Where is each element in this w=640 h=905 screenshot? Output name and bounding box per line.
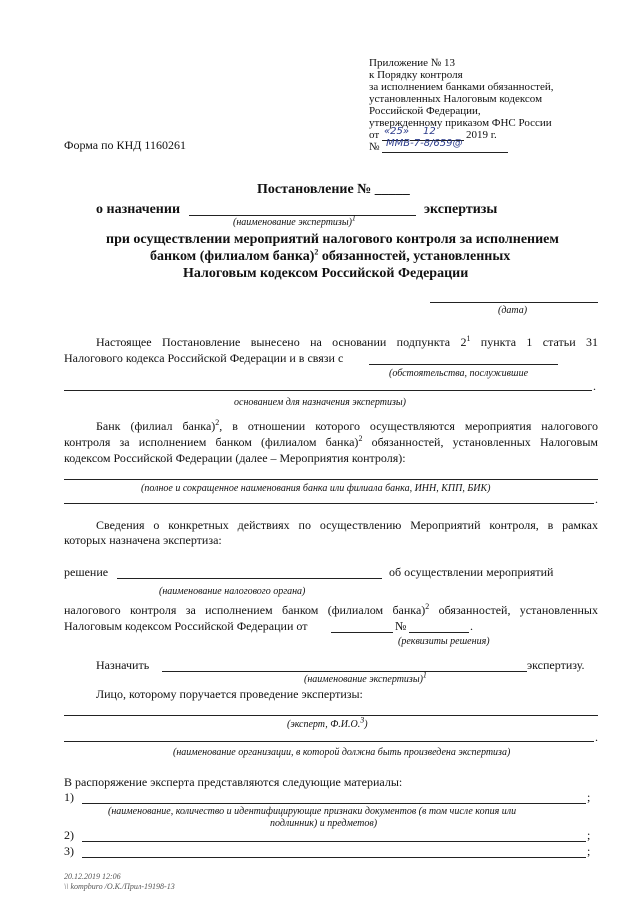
basis-hint-2: основанием для назначения экспертизы) <box>234 397 406 408</box>
title-line-3: при осуществлении мероприятий налогового контроля за исполнением <box>106 232 559 247</box>
decision-date-line[interactable] <box>331 632 393 633</box>
decision-hint-2: (реквизиты решения) <box>398 636 490 647</box>
basis-1a: Настоящее Постановление вынесено на основании подпункта 2 <box>96 335 467 349</box>
appendix-num-prefix: № <box>369 141 380 153</box>
assign-person: Лицо, которому поручается проведение экспертизы: <box>96 687 363 701</box>
org-hint: (наименование организации, в которой должна быть произведена экспертиза) <box>173 747 511 758</box>
expert-name-line[interactable] <box>64 715 598 716</box>
bank-2a: контроля за исполнением банком (филиалом банка) <box>64 435 359 449</box>
appendix-line-6: утвержденному приказом ФНС России <box>369 117 552 129</box>
title-line-4a: банком (филиалом банка) <box>150 249 315 264</box>
appendix-line-5: Российской Федерации, <box>369 105 481 117</box>
num-line <box>382 152 508 153</box>
material-line-3[interactable] <box>82 857 586 858</box>
material-line-2[interactable] <box>82 841 586 842</box>
expertise-hint <box>233 213 356 228</box>
expertise-hint-sup: 1 <box>351 213 356 223</box>
bank-1b: , в отношении которого осуществляются мероприятия налогового <box>219 419 598 433</box>
bank-hint: (полное и сокращенное наименования банка или филиала банка, ИНН, КПП, БИК) <box>141 483 491 494</box>
expert-hint-end: ) <box>364 719 368 730</box>
title-line-5: Налоговым кодексом Российской Федерации <box>183 266 469 281</box>
decision-number-line[interactable] <box>409 632 469 633</box>
bank-2b: обязанностей, установленных Налоговым <box>362 435 599 449</box>
bank-name-line-2[interactable] <box>64 503 594 504</box>
bank-name-line[interactable] <box>64 479 598 480</box>
expert-hint-text: (эксперт, Ф.И.О. <box>287 719 361 730</box>
bank-1a: Банк (филиал банка) <box>96 419 216 433</box>
expertise-hint-text: (наименование экспертизы) <box>233 217 352 228</box>
appendix-date-day: «25» <box>384 126 410 137</box>
appendix-date-prefix: от <box>369 129 380 141</box>
expert-hint-sup: 3 <box>360 715 365 725</box>
decision-line-2 <box>64 604 598 617</box>
basis-1b: пункта 1 статьи 31 <box>470 335 598 349</box>
org-name-line[interactable] <box>64 741 594 742</box>
date-hint: (дата) <box>498 305 528 316</box>
materials-heading: В распоряжение эксперта представляются следующие материалы: <box>64 775 403 789</box>
title-line-4 <box>150 249 510 265</box>
decision-dot: . <box>470 619 473 633</box>
basis-dot: . <box>593 379 596 393</box>
info-line-1: Сведения о конкретных действиях по осуществлению Мероприятий контроля, в рамках <box>96 518 598 532</box>
appendix-line-2: к Порядку контроля <box>369 69 463 81</box>
decision-line-3: Налоговым кодексом Российской Федерации от <box>64 619 308 633</box>
appendix-line-1: Приложение № 13 <box>369 57 456 69</box>
decision-2a: налогового контроля за исполнением банком (филиалом банка) <box>64 603 426 617</box>
expert-hint <box>287 715 368 730</box>
materials-hint-1: (наименование, количество и идентифицирующие признаки документов (в том числе копия или <box>108 806 517 817</box>
material-item-3: 3) <box>64 844 74 858</box>
assign-label: Назначить <box>96 658 150 672</box>
basis-hint-1: (обстоятельства, послужившие <box>389 368 529 379</box>
bank-line-1 <box>96 420 598 433</box>
form-code: Форма по КНД 1160261 <box>64 138 186 152</box>
title-appoint-label: о назначении <box>96 202 181 217</box>
material-semi-3: ; <box>587 844 591 858</box>
basis-line-2: Налогового кодекса Российской Федерации и в связи с <box>64 351 344 365</box>
material-semi-2: ; <box>587 828 591 842</box>
bank-line-3: кодексом Российской Федерации (далее – Мероприятия контроля): <box>64 451 406 465</box>
material-line-1[interactable] <box>82 803 586 804</box>
decision-2b: обязанностей, установленных <box>429 603 598 617</box>
assign-hint <box>304 670 427 685</box>
footer-path: \\ kompburo /О.К./Прил-19198-13 <box>64 882 175 891</box>
expertise-name-line[interactable] <box>189 215 416 216</box>
bank-dot: . <box>595 492 598 506</box>
decision-hint: (наименование налогового органа) <box>159 586 306 597</box>
material-item-1: 1) <box>64 790 74 804</box>
assign-right: экспертизу. <box>527 658 585 672</box>
assign-expertise-line[interactable] <box>162 671 527 672</box>
material-item-2: 2) <box>64 828 74 842</box>
basis-sup: 1 <box>466 334 471 343</box>
basis-full-line[interactable] <box>64 390 592 391</box>
appendix-num-value: ММВ-7-8/659@ <box>386 138 463 149</box>
title-expertise-label: экспертизы <box>424 202 498 217</box>
decision-right: об осуществлении мероприятий <box>389 565 554 579</box>
bank-2-sup: 2 <box>358 434 363 443</box>
assign-hint-sup: 1 <box>422 670 427 680</box>
page-title: Постановление № _____ <box>257 182 410 197</box>
basis-line-1 <box>96 336 598 349</box>
decision-2-sup: 2 <box>425 602 430 611</box>
title-line-4-sup: 2 <box>314 247 319 257</box>
material-semi-1: ; <box>587 790 591 804</box>
basis-circumstance-line[interactable] <box>369 364 558 365</box>
appendix-line-4: установленных Налоговым кодексом <box>369 93 543 105</box>
decision-authority-line[interactable] <box>117 578 382 579</box>
footer-timestamp: 20.12.2019 12:06 <box>64 872 121 881</box>
appendix-date-year: 2019 г. <box>466 129 497 141</box>
title-line-4b: обязанностей, установленных <box>318 249 511 264</box>
materials-hint-2: подлинник) и предметов) <box>270 818 378 829</box>
info-line-2: которых назначена экспертиза: <box>64 533 222 547</box>
decision-label: решение <box>64 565 109 579</box>
appendix-date-month: 12 <box>423 126 436 137</box>
bank-1-sup: 2 <box>215 418 220 427</box>
appendix-line-3: за исполнением банками обязанностей, <box>369 81 554 93</box>
org-dot: . <box>595 730 598 744</box>
bank-line-2 <box>64 436 598 449</box>
date-line[interactable] <box>430 302 598 303</box>
decision-no: № <box>395 619 407 633</box>
assign-hint-text: (наименование экспертизы) <box>304 674 423 685</box>
